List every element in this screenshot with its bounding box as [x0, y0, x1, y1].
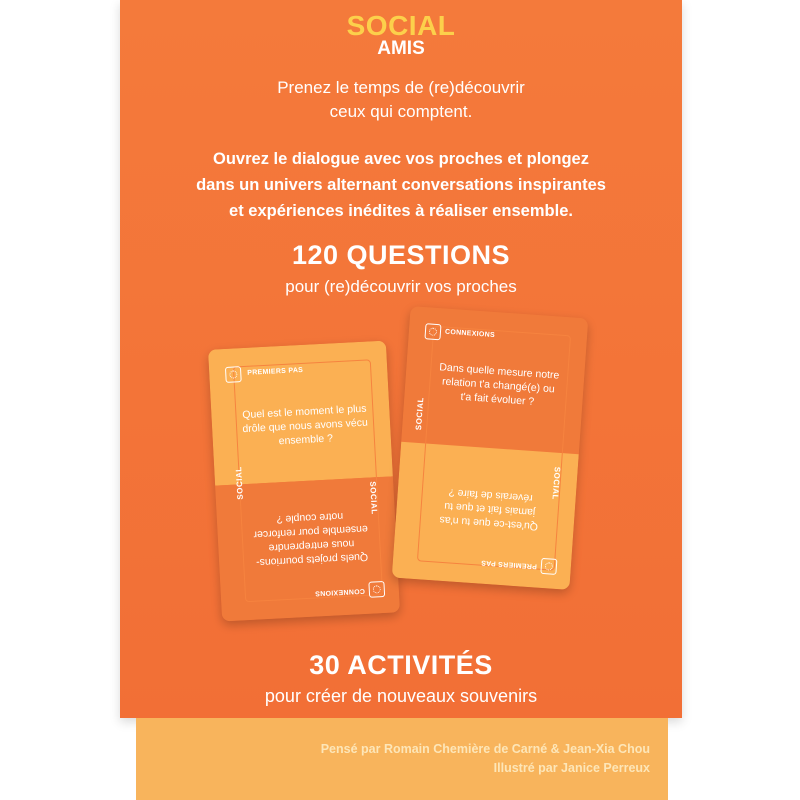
description: [120, 146, 682, 224]
description-line-3: et expériences inédites à réaliser ensemble.: [229, 202, 573, 220]
activities-subtitle: pour créer de nouveaux souvenirs: [264, 686, 538, 706]
box-subtitle: AMIS: [377, 38, 425, 59]
brand-title: SOCIAL: [346, 10, 456, 41]
card-bottom-label: PREMIERS PAS: [480, 558, 538, 570]
credits-authors: Pensé par Romain Chemière de Carné & Jean-Xia Chou: [320, 742, 650, 756]
card-bottom-label: CONNEXIONS: [314, 586, 365, 597]
card-logo-icon: [368, 581, 385, 598]
card-logo-icon: [225, 366, 242, 383]
description-line-1: Ouvrez le dialogue avec vos proches et plongez: [213, 150, 589, 168]
card-question-top: Quel est le moment le plus drôle que nous avons vécu ensemble ?: [241, 402, 369, 448]
card-question-bottom: Qu'est-ce que tu n'as jamais fait et que tu réverais de faire ?: [439, 486, 539, 533]
card-side-label-right: SOCIAL: [550, 466, 562, 501]
card-question-top: Dans quelle mesure notre relation t'a changé(e) ou t'a fait évoluer ?: [438, 361, 560, 408]
card-side-label-left: SOCIAL: [414, 396, 426, 431]
question-card-2: [392, 306, 589, 590]
tagline: [120, 76, 682, 124]
credits: [136, 740, 650, 778]
tagline-line-1: Prenez le temps de (re)découvrir: [277, 78, 525, 97]
credits-illustrator: Illustré par Janice Perreux: [493, 761, 650, 775]
questions-subtitle: pour (re)découvrir vos proches: [285, 277, 517, 296]
question-card-1: [208, 341, 400, 622]
card-top-label: CONNEXIONS: [444, 328, 496, 340]
questions-heading: 120 QUESTIONS: [291, 240, 511, 270]
card-question-bottom: Quels projets pourrions-nous entreprendre ensemble pour renforcer notre couple ?: [253, 510, 369, 569]
card-top-label: PREMIERS PAS: [247, 366, 304, 377]
card-logo-icon: [424, 323, 441, 340]
card-logo-icon: [540, 558, 557, 575]
tagline-line-2: ceux qui comptent.: [329, 102, 473, 121]
activities-heading: 30 ACTIVITÉS: [309, 650, 493, 680]
card-side-label-right: SOCIAL: [368, 481, 379, 515]
description-line-2: dans un univers alternant conversations inspirantes: [196, 176, 606, 194]
card-side-label-left: SOCIAL: [234, 466, 245, 500]
